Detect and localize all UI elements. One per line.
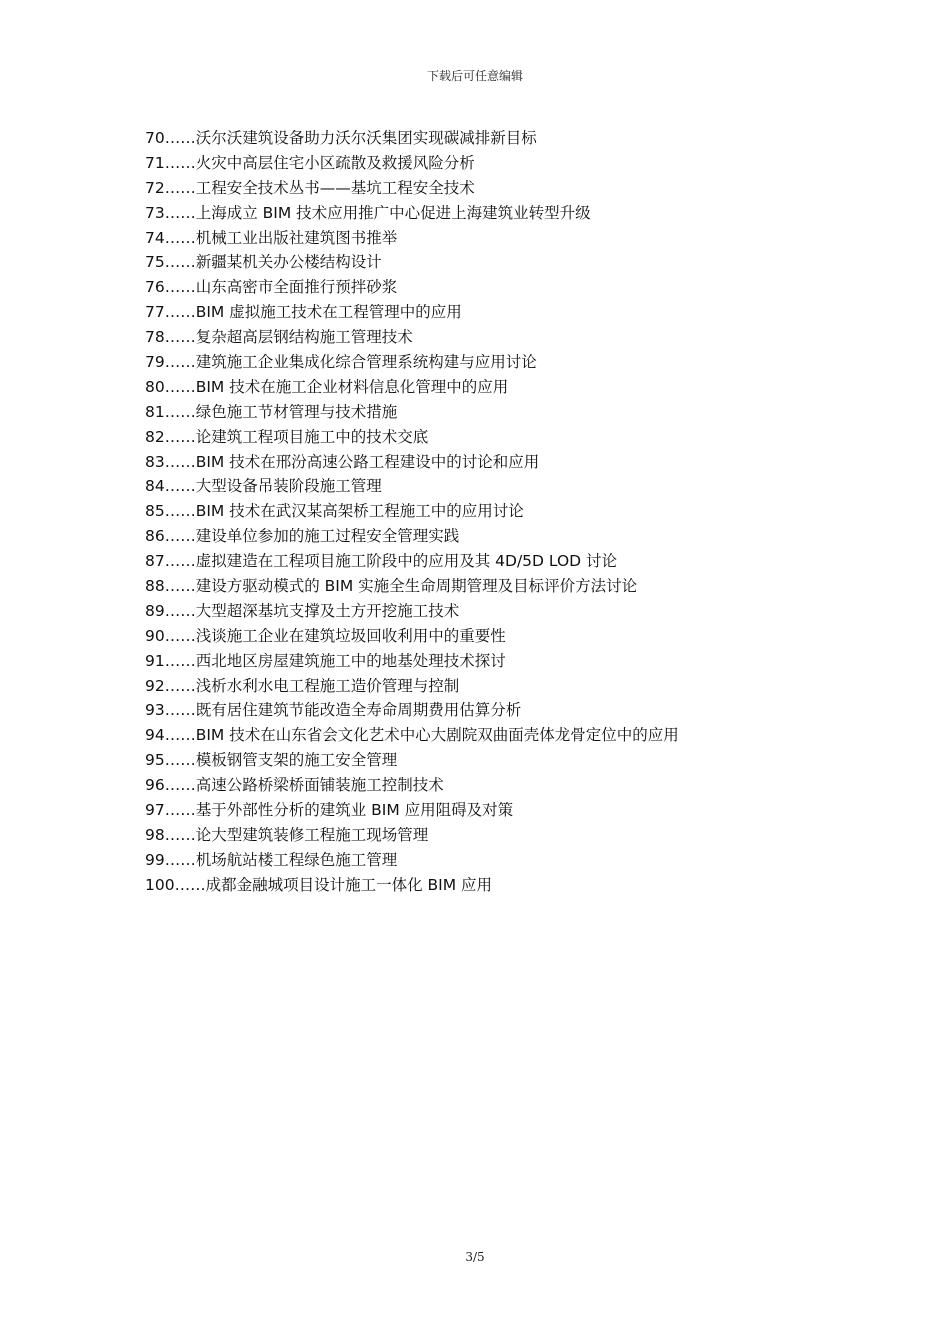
toc-item: 97……基于外部性分析的建筑业 BIM 应用阻碍及对策 [145, 801, 514, 820]
toc-item: 82……论建筑工程项目施工中的技术交底 [145, 427, 429, 446]
toc-item: 71……火灾中高层住宅小区疏散及救援风险分析 [145, 153, 475, 172]
toc-item: 94……BIM 技术在山东省会文化艺术中心大剧院双曲面壳体龙骨定位中的应用 [145, 726, 679, 745]
toc-item: 83……BIM 技术在邢汾高速公路工程建设中的讨论和应用 [145, 452, 540, 471]
toc-list [145, 126, 905, 898]
toc-item: 92……浅析水利水电工程施工造价管理与控制 [145, 676, 460, 695]
toc-item: 76……山东高密市全面推行预拌砂浆 [145, 278, 398, 297]
toc-item: 86……建设单位参加的施工过程安全管理实践 [145, 527, 460, 546]
page-number: 3/5 [465, 1250, 485, 1264]
toc-item: 75……新疆某机关办公楼结构设计 [145, 253, 382, 272]
toc-item: 74……机械工业出版社建筑图书推举 [145, 228, 398, 247]
toc-item: 72……工程安全技术丛书——基坑工程安全技术 [145, 178, 475, 197]
toc-item: 95……模板钢管支架的施工安全管理 [145, 751, 398, 770]
toc-item: 93……既有居住建筑节能改造全寿命周期费用估算分析 [145, 701, 522, 720]
toc-item: 91……西北地区房屋建筑施工中的地基处理技术探讨 [145, 651, 506, 670]
toc-item: 90……浅谈施工企业在建筑垃圾回收利用中的重要性 [145, 626, 506, 645]
toc-item: 85……BIM 技术在武汉某高架桥工程施工中的应用讨论 [145, 502, 524, 521]
toc-item: 96……高速公路桥梁桥面铺装施工控制技术 [145, 776, 444, 795]
toc-item: 79……建筑施工企业集成化综合管理系统构建与应用讨论 [145, 353, 537, 372]
toc-item: 88……建设方驱动模式的 BIM 实施全生命周期管理及目标评价方法讨论 [145, 577, 638, 596]
toc-item: 98……论大型建筑装修工程施工现场管理 [145, 825, 429, 844]
toc-item: 70……沃尔沃建筑设备助力沃尔沃集团实现碳减排新目标 [145, 129, 537, 147]
toc-item: 84……大型设备吊装阶段施工管理 [145, 477, 382, 496]
toc-item: 73……上海成立 BIM 技术应用推广中心促进上海建筑业转型升级 [145, 203, 591, 222]
toc-item: 80……BIM 技术在施工企业材料信息化管理中的应用 [145, 377, 509, 396]
toc-item: 99……机场航站楼工程绿色施工管理 [145, 850, 398, 869]
toc-item: 100……成都金融城项目设计施工一体化 BIM 应用 [145, 875, 493, 894]
toc-item: 89……大型超深基坑支撑及土方开挖施工技术 [145, 601, 460, 620]
toc-item: 77……BIM 虚拟施工技术在工程管理中的应用 [145, 303, 462, 322]
toc-item: 78……复杂超高层钢结构施工管理技术 [145, 328, 413, 347]
page-header: 下载后可任意编辑 [426, 69, 523, 83]
toc-item: 81……绿色施工节材管理与技术措施 [145, 402, 398, 421]
toc-item: 87……虚拟建造在工程项目施工阶段中的应用及其 4D/5D LOD 讨论 [145, 552, 618, 571]
